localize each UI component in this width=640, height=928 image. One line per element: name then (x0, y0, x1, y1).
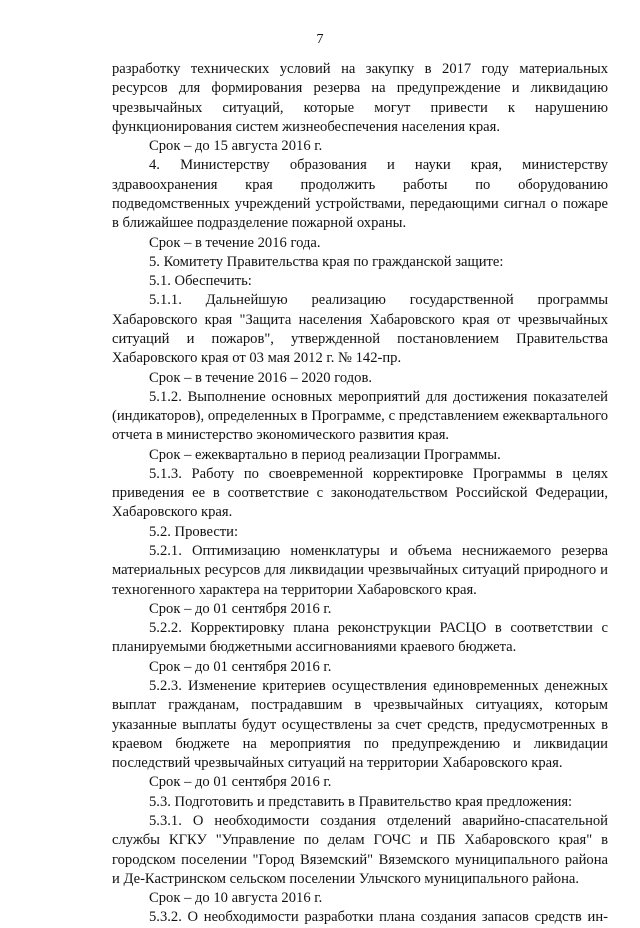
item-paragraph-5-1: 5.1. Обеспечить: (149, 273, 252, 290)
item-paragraph-5: 5. Комитету Правительства края по гражданской защите: (149, 253, 504, 270)
item-paragraph-5-1-2: 5.1.2. Выполнение основных мероприятий для достижения показателей (индикаторов), определенных в Программе, с представлением ежеквартального отчета в министерство экономического развития края. (112, 388, 608, 444)
item-paragraph-5-3: 5.3. Подготовить и представить в Правительство края предложения: (149, 793, 573, 810)
deadline-paragraph: Срок – в течение 2016 – 2020 годов. (149, 369, 372, 386)
item-paragraph-5-1-3: 5.1.3. Работу по своевременной корректировке Программы в целях приведения ее в соответствие с законодательством Российской Федерации, Хабаровского края. (112, 465, 608, 521)
deadline-paragraph: Срок – до 15 августа 2016 г. (149, 138, 323, 155)
item-paragraph-5-3-2: 5.3.2. О необходимости разработки плана создания запасов средств ин- (149, 909, 608, 926)
item-paragraph-4: 4. Министерству образования и науки края, министерству здравоохранения края продолжить работы по оборудованию подведомственных учреждений устройствами, передающими сигнал о пожаре в ближайшее подразделение пожарной охраны. (112, 157, 608, 232)
deadline-paragraph: Срок – до 01 сентября 2016 г. (149, 600, 332, 617)
item-paragraph-5-1-1: 5.1.1. Дальнейшую реализацию государственной программы Хабаровского края "Защита населения Хабаровского края от чрезвычайных ситуаций и пожаров", утвержденной постановлением Правительства Хабаровского края от 03 мая 2012 г. № 142-пр. (112, 292, 608, 367)
deadline-paragraph: Срок – ежеквартально в период реализации Программы. (149, 446, 501, 463)
item-paragraph-5-2-3: 5.2.3. Изменение критериев осуществления единовременных денежных выплат гражданам, пострадавшим в чрезвычайных ситуациях, которым указанные выплаты будут осуществлены за счет средств, предусмотренных в краевом бюджете на мероприятия по предупреждению и ликвидации последствий чрезвычайных ситуаций на территории Хабаровского края. (112, 678, 608, 772)
deadline-paragraph: Срок – до 01 сентября 2016 г. (149, 658, 332, 675)
item-paragraph-5-2-2: 5.2.2. Корректировку плана реконструкции РАСЦО в соответствии с планируемыми бюджетными ассигнованиями краевого бюджета. (112, 620, 608, 656)
deadline-paragraph: Срок – до 01 сентября 2016 г. (149, 774, 332, 791)
item-paragraph-5-3-1: 5.3.1. О необходимости создания отделений аварийно-спасательной службы КГКУ "Управление по делам ГОЧС и ПБ Хабаровского края" в городском поселении "Город Вяземский" Вяземского муниципального района и Де-Кастринском сельском поселении Ульчского муниципального района. (112, 812, 608, 887)
deadline-paragraph: Срок – до 10 августа 2016 г. (149, 890, 323, 907)
item-paragraph-5-2-1: 5.2.1. Оптимизацию номенклатуры и объема неснижаемого резерва материальных ресурсов для ликвидации чрезвычайных ситуаций природного и техногенного характера на территории Хабаровского края. (112, 543, 608, 598)
document-body (112, 60, 608, 928)
paragraph-continuation: разработку технических условий на закупку в 2017 году материальных ресурсов для формирования резерва на предупреждение и ликвидацию чрезвычайных ситуаций, которые могут привести к нарушению функционирования систем жизнеобеспечения населения края. (112, 61, 608, 135)
item-paragraph-5-2: 5.2. Провести: (149, 523, 239, 540)
page-number: 7 (316, 32, 324, 47)
deadline-paragraph: Срок – в течение 2016 года. (149, 234, 321, 251)
